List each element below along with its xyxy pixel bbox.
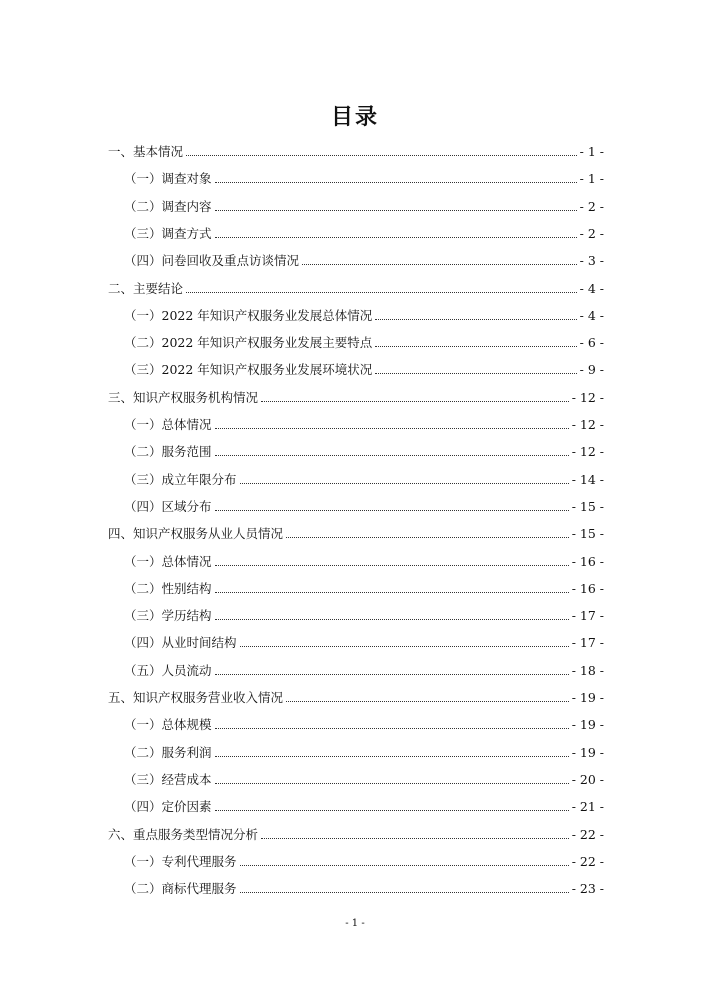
- dot-leader: [286, 536, 569, 538]
- dot-leader: [215, 809, 569, 811]
- toc-entry[interactable]: [0, 327, 710, 351]
- toc-entry-page-number: - 16 -: [571, 553, 604, 569]
- dot-leader: [215, 509, 569, 511]
- toc-entry-page-number: - 1 -: [579, 144, 604, 159]
- toc-entry-page-number: - 19 -: [571, 744, 604, 760]
- dot-leader: [186, 291, 577, 293]
- toc-entry-page-number: - 18 -: [571, 662, 604, 678]
- toc-entry-page-number: - 12 -: [571, 417, 604, 432]
- dot-leader: [240, 891, 569, 893]
- toc-entry-page-number: - 20 -: [571, 771, 604, 787]
- dot-leader: [302, 263, 577, 265]
- toc-entry-page-number: - 3 -: [579, 253, 604, 269]
- toc-entry-page-number: - 12 -: [571, 444, 604, 460]
- toc-entry-label: （二）服务范围: [124, 444, 212, 460]
- toc-entry-label: 三、知识产权服务机构情况: [108, 389, 259, 405]
- dot-leader: [215, 181, 577, 183]
- toc-entry-label: （二）性别结构: [124, 580, 212, 596]
- dot-leader: [215, 454, 569, 456]
- toc-entry[interactable]: [0, 163, 710, 187]
- dot-leader: [215, 782, 569, 784]
- toc-entry-label: （三）学历结构: [124, 608, 212, 624]
- toc-entry[interactable]: [0, 846, 710, 870]
- toc-entry-label: 二、主要结论: [108, 280, 184, 296]
- toc-entry-page-number: - 19 -: [571, 690, 604, 705]
- toc-entry-page-number: - 17 -: [571, 608, 604, 624]
- dot-leader: [215, 236, 577, 238]
- toc-entry-page-number: - 19 -: [571, 717, 604, 733]
- toc-entry[interactable]: [0, 191, 710, 215]
- toc-entry[interactable]: [0, 354, 710, 378]
- toc-entry-label: （一）总体情况: [124, 417, 212, 432]
- toc-entry[interactable]: [0, 300, 710, 324]
- dot-leader: [215, 673, 569, 675]
- toc-entry-label: （四）问卷回收及重点访谈情况: [124, 253, 300, 269]
- toc-entry-page-number: - 6 -: [579, 335, 604, 351]
- toc-entry-page-number: - 4 -: [579, 280, 604, 296]
- toc-entry[interactable]: [0, 682, 710, 706]
- toc-entry-label: 四、知识产权服务从业人员情况: [108, 526, 284, 542]
- toc-entry-page-number: - 21 -: [571, 799, 604, 815]
- dot-leader: [240, 864, 569, 866]
- toc-entry-page-number: - 1 -: [579, 171, 604, 187]
- toc-entry-label: （四）从业时间结构: [124, 635, 237, 651]
- toc-entry-label: （一）调查对象: [124, 171, 212, 187]
- toc-entry[interactable]: [0, 573, 710, 597]
- toc-entry-label: （三）调查方式: [124, 225, 212, 241]
- toc-entry[interactable]: [0, 518, 710, 542]
- toc-entry[interactable]: [0, 464, 710, 488]
- toc-entry[interactable]: [0, 655, 710, 679]
- toc-entry[interactable]: [0, 764, 710, 788]
- toc-entry-page-number: - 23 -: [571, 881, 604, 897]
- toc-entry[interactable]: [0, 873, 710, 897]
- toc-entry-page-number: - 16 -: [571, 580, 604, 596]
- dot-leader: [375, 345, 576, 347]
- toc-entry-page-number: - 9 -: [579, 362, 604, 378]
- toc-entry[interactable]: [0, 436, 710, 460]
- toc-entry-label: （四）区域分布: [124, 498, 212, 514]
- dot-leader: [215, 564, 569, 566]
- dot-leader: [240, 645, 569, 647]
- toc-entry[interactable]: [0, 218, 710, 242]
- toc-entry-label: （二）调查内容: [124, 198, 212, 214]
- toc-entry[interactable]: [0, 627, 710, 651]
- dot-leader: [261, 400, 569, 402]
- dot-leader: [215, 209, 577, 211]
- toc-entry-label: （一）2022 年知识产权服务业发展总体情况: [124, 307, 373, 323]
- toc-entry-label: （一）专利代理服务: [124, 853, 237, 869]
- toc-entry[interactable]: [0, 382, 710, 406]
- toc-entry-label: （一）总体情况: [124, 553, 212, 569]
- page-number-footer: - 1 -: [345, 918, 365, 929]
- toc-entry-page-number: - 22 -: [571, 826, 604, 842]
- toc-entry-label: （三）2022 年知识产权服务业发展环境状况: [124, 362, 373, 378]
- toc-entry[interactable]: [0, 273, 710, 297]
- toc-entry[interactable]: [0, 709, 710, 733]
- toc-entry[interactable]: [0, 409, 710, 433]
- toc-entry[interactable]: [0, 491, 710, 515]
- toc-title: 目录: [330, 104, 379, 130]
- toc-entry-page-number: - 15 -: [571, 526, 604, 542]
- toc-entry-page-number: - 15 -: [571, 498, 604, 514]
- dot-leader: [215, 427, 569, 429]
- dot-leader: [261, 837, 569, 839]
- toc-entry[interactable]: [0, 600, 710, 624]
- toc-entry-page-number: - 14 -: [571, 471, 604, 487]
- toc-entry-label: （五）人员流动: [124, 662, 212, 678]
- toc-entry[interactable]: [0, 546, 710, 570]
- toc-entry[interactable]: [0, 245, 710, 269]
- toc-entry-label: （二）2022 年知识产权服务业发展主要特点: [124, 335, 373, 351]
- dot-leader: [215, 618, 569, 620]
- toc-entry[interactable]: [0, 737, 710, 761]
- dot-leader: [286, 700, 569, 702]
- toc-entry-page-number: - 4 -: [579, 307, 604, 323]
- toc-entry-page-number: - 17 -: [571, 635, 604, 651]
- toc-entry-label: （二）商标代理服务: [124, 881, 237, 897]
- toc-entry-label: （三）经营成本: [124, 771, 212, 787]
- toc-entry[interactable]: [0, 819, 710, 843]
- toc-entry-label: （二）服务利润: [124, 744, 212, 760]
- dot-leader: [375, 318, 576, 320]
- dot-leader: [215, 591, 569, 593]
- toc-entry-label: 五、知识产权服务营业收入情况: [108, 690, 284, 705]
- toc-entry-label: （一）总体规模: [124, 717, 212, 733]
- dot-leader: [215, 727, 569, 729]
- dot-leader: [215, 755, 569, 757]
- dot-leader: [240, 482, 569, 484]
- toc-entry-label: 一、基本情况: [108, 144, 184, 159]
- toc-entry-page-number: - 2 -: [579, 198, 604, 214]
- toc-entry-page-number: - 2 -: [579, 225, 604, 241]
- dot-leader: [375, 372, 576, 374]
- toc-entry-label: 六、重点服务类型情况分析: [108, 826, 259, 842]
- toc-entry-page-number: - 12 -: [571, 389, 604, 405]
- toc-entry-label: （三）成立年限分布: [124, 471, 237, 487]
- toc-entry-page-number: - 22 -: [571, 853, 604, 869]
- toc-entry[interactable]: [0, 136, 710, 160]
- dot-leader: [186, 154, 577, 156]
- toc-entry[interactable]: [0, 791, 710, 815]
- toc-entry-label: （四）定价因素: [124, 799, 212, 815]
